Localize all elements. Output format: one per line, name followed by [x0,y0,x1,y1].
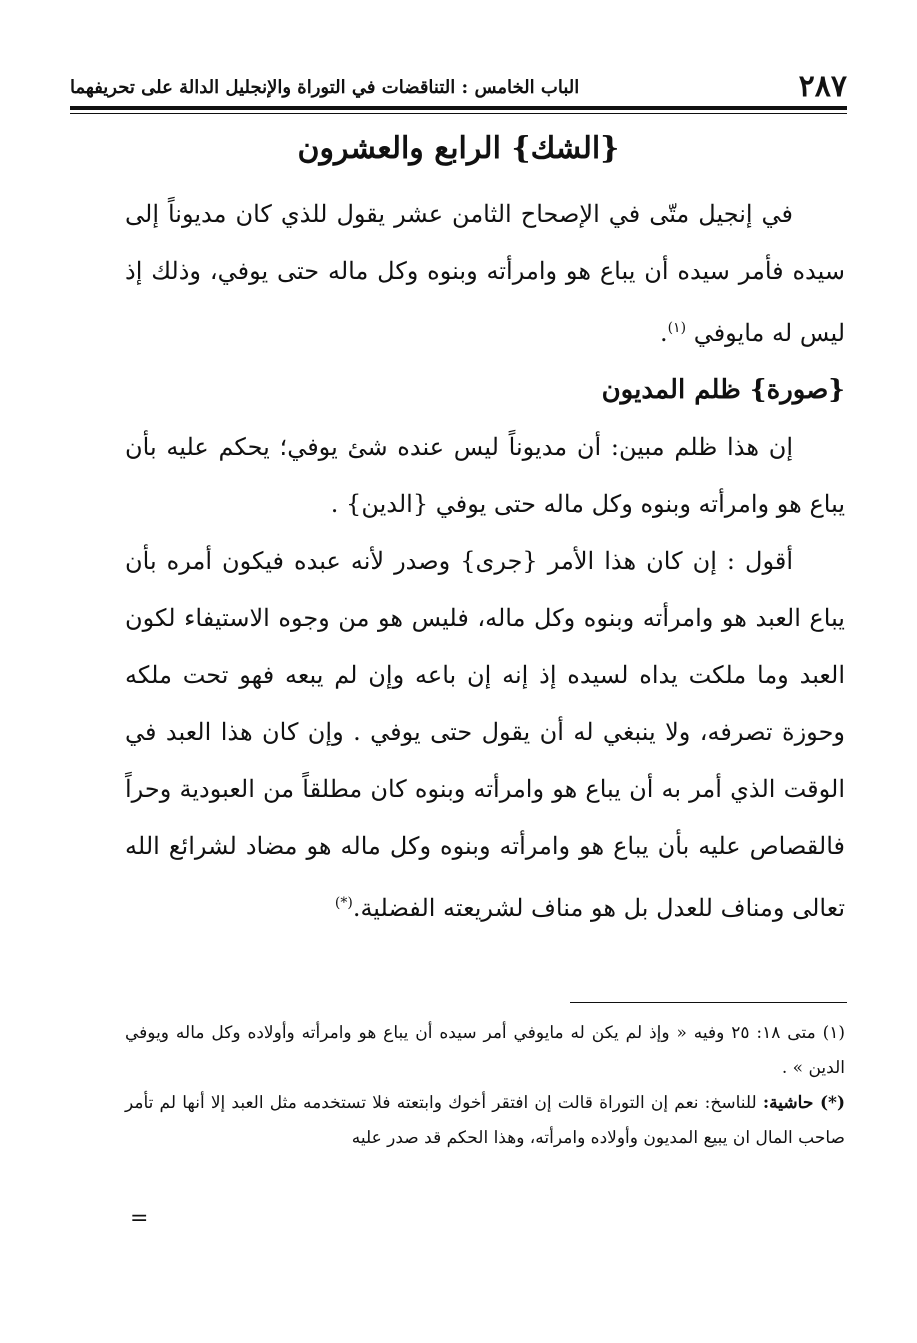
footnote-separator [570,1002,847,1003]
paragraph-3: أقول : إن كان هذا الأمر {جرى} وصدر لأنه عبده فيكون أمره بأن يباع العبد هو وامرأته وبنوه وكل ماله، فليس هو من وجوه الاستيفاء لكون العبد وما ملكت يداه لسيده إذ إنه إن باعه وإن لم يبعه فهو تحت ملكه وحوزة تصرفه، ولا ينبغي له أن يقول حتى يوفي . وإن كان هذا العبد في الوقت الذي أمر به أن يباع هو وامرأته وبنوه كان مطلقاً من العبودية وحراً فالقصاص عليه بأن يباع هو وامرأته وبنوه وكل ماله هو مضاد لشرائع الله تعالى ومناف للعدل بل هو مناف لشريعته الفضلية.(*) [125,547,845,922]
running-title: الباب الخامس : التناقضات في التوراة والإنجليل الدالة على تحريفهما [70,77,580,99]
main-text [125,186,845,937]
footnote-1: (١) متى ١٨: ٢٥ وفيه « وإذ لم يكن له مايوفي أمر سيده أن يباع هو وامرأته وأولاده وكل ماله ويوفي الدين » . [125,1023,846,1078]
paragraph-2: إن هذا ظلم مبين: أن مديوناً ليس عنده شئ يوفي؛ يحكم عليه بأن يباع هو وامرأته وبنوه وكل ماله حتى يوفي {الدين} . [125,433,845,518]
footnote-ref-star: (*) [334,895,353,911]
continuation-mark: = [130,1206,149,1231]
header-rule-thick [70,106,847,110]
paragraph-1: في إنجيل متّى في الإصحاح الثامن عشر يقول للذي كان مديوناً إلى سيده فأمر سيده أن يباع هو وامرأته وبنوه وكل ماله حتى يوفي، وذلك إذ ليس له مايوفي $^{(١)}$. [125,200,845,347]
footnote-ref-1: (١) [667,320,687,336]
subheading: {صورة} ظلم المديون [601,375,845,405]
footnotes [125,1016,845,1156]
page-header [70,68,847,102]
footnote-2: (*) حاشية: للناسخ: نعم إن التوراة قالت إن افتقر أخوك وابتعته فلا تستخدمه مثل العبد إلا أنها لم تأمر صاحب المال ان يبيع المديون وأولاده وامرأته، وهذا الحكم قد صدر عليه [125,1093,845,1148]
header-rule-thin [70,113,847,114]
page-number: ٢٨٧ [798,69,847,104]
section-heading: {الشك} الرابع والعشرون [297,131,620,166]
